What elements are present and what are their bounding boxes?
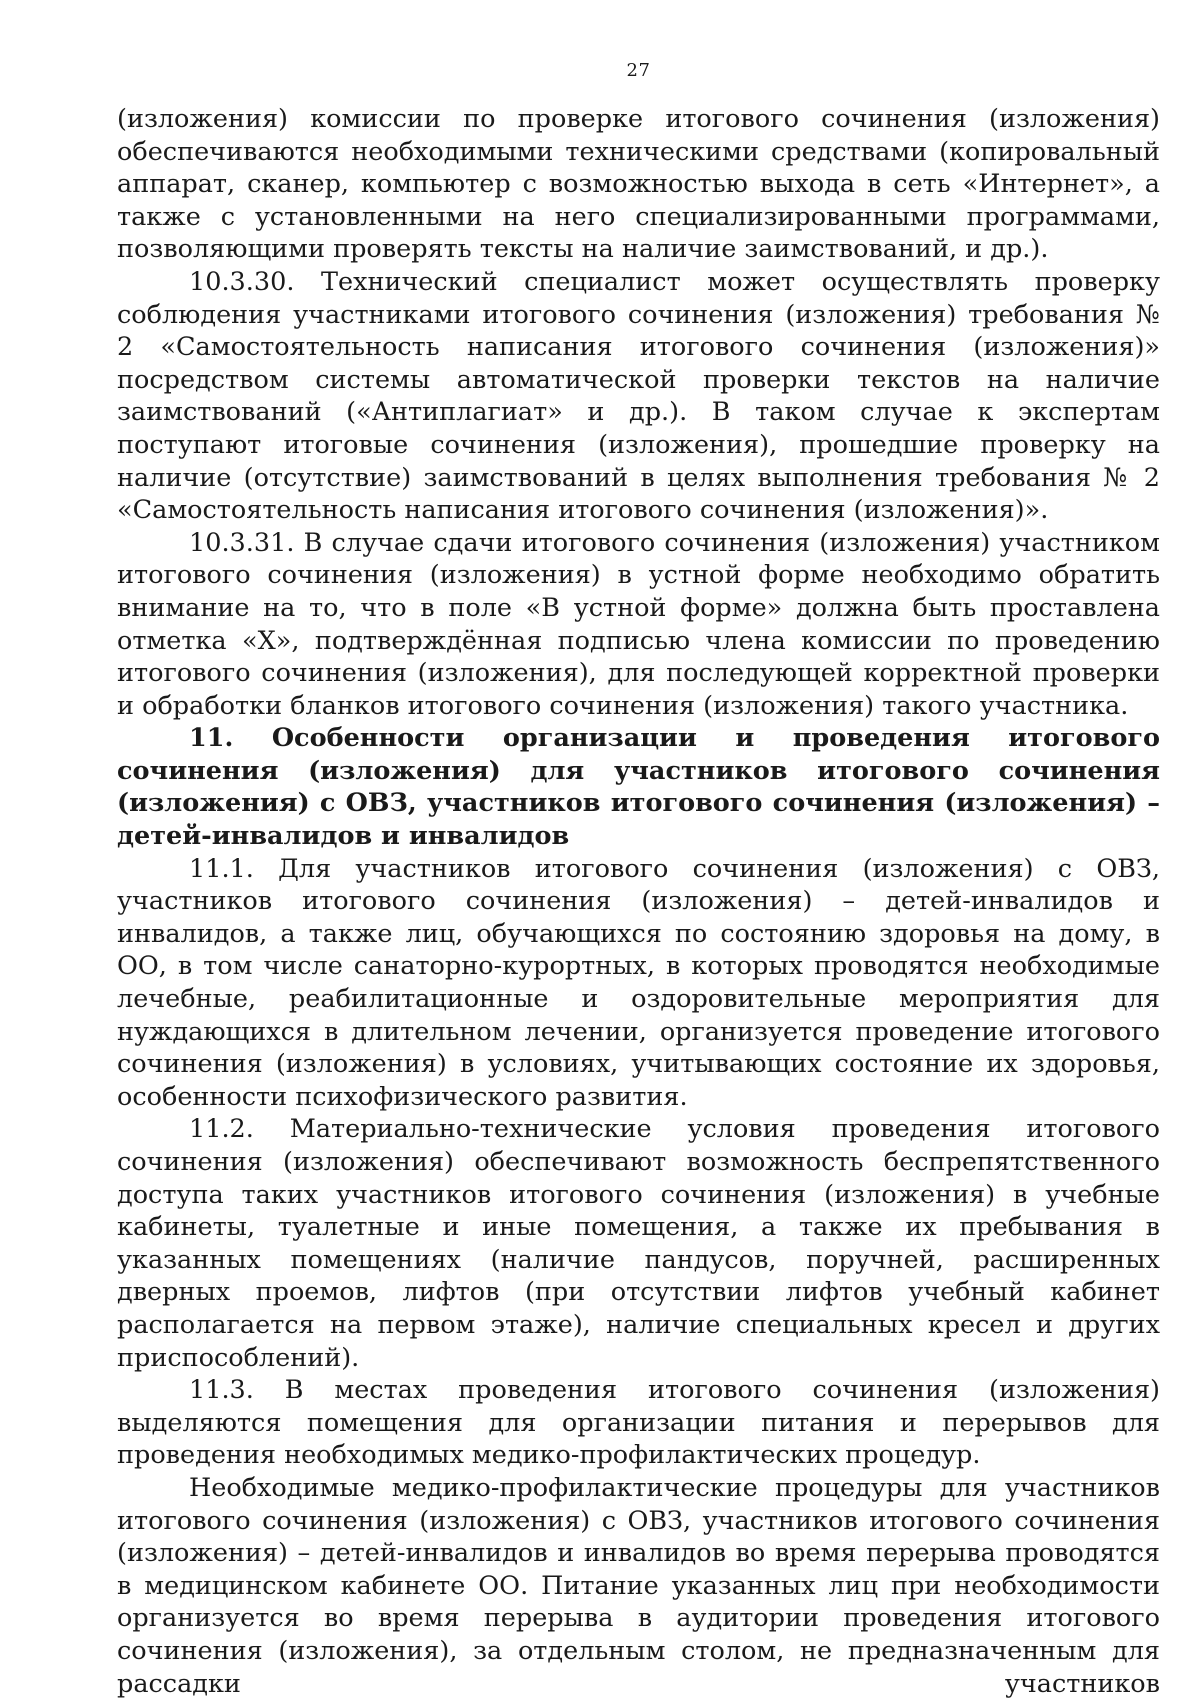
page-number: 27 [626,60,651,81]
paragraph-11-2: 11.2. Материально-технические условия проведения итогового сочинения (изложения) обеспечивают возможность беспрепятственного доступа таких участников итогового сочинения (изложения) в учебные кабинеты, туалетные и иные помещения, а также их пребывания в указанных помещениях (наличие пандусов, поручней, расширенных дверных проемов, лифтов (при отсутствии лифтов учебный кабинет располагается на первом этаже), наличие специальных кресел и других приспособлений). [117,1114,1160,1373]
paragraph-10-3-31: 10.3.31. В случае сдачи итогового сочинения (изложения) участником итогового сочинения (изложения) в устной форме необходимо обратить внимание на то, что в поле «В устной форме» должна быть проставлена отметка «Х», подтверждённая подписью члена комиссии по проведению итогового сочинения (изложения), для последующей корректной проверки и обработки бланков итогового сочинения (изложения) такого участника. [117,527,1160,721]
paragraph-10-3-30: 10.3.30. Технический специалист может осуществлять проверку соблюдения участниками итогового сочинения (изложения) требования № 2 «Самостоятельность написания итогового сочинения (изложения)» посредством системы автоматической проверки текстов на наличие заимствований («Антиплагиат» и др.). В таком случае к экспертам поступают итоговые сочинения (изложения), прошедшие проверку на наличие (отсутствие) заимствований в целях выполнения требования № 2 «Самостоятельность написания итогового сочинения (изложения)». [117,266,1160,526]
paragraph-11-3: 11.3. В местах проведения итогового сочинения (изложения) выделяются помещения для организации питания и перерывов для проведения необходимых медико-профилактических процедур. [117,1375,1160,1471]
paragraph-11-1: 11.1. Для участников итогового сочинения (изложения) с ОВЗ, участников итогового сочинения (изложения) – детей-инвалидов и инвалидов, а также лиц, обучающихся по состоянию здоровья на дому, в ОО, в том числе санаторно-курортных, в которых проводятся необходимые лечебные, реабилитационные и оздоровительные мероприятия для нуждающихся в длительном лечении, организуется проведение итогового сочинения (изложения) в условиях, учитывающих состояние их здоровья, особенности психофизического развития. [117,853,1160,1112]
document-body [117,103,1160,1700]
paragraph-continuation: (изложения) комиссии по проверке итогового сочинения (изложения) обеспечиваются необходимыми техническими средствами (копировальный аппарат, сканер, компьютер с возможностью выхода в сеть «Интернет», а также с установленными на него специализированными программами, позволяющими проверять тексты на наличие заимствований, и др.). [117,104,1160,265]
paragraph-medical-procedures: Необходимые медико-профилактические процедуры для участников итогового сочинения (изложения) с ОВЗ, участников итогового сочинения (изложения) – детей-инвалидов и инвалидов во время перерыва проводятся в медицинском кабинете ОО. Питание указанных лиц при необходимости организуется во время перерыва в аудитории проведения итогового сочинения (изложения), за отдельным столом, не предназначенным для рассадки участников [117,1472,1160,1699]
section-heading-11: 11. Особенности организации и проведения итогового сочинения (изложения) для участников итогового сочинения (изложения) с ОВЗ, участников итогового сочинения (изложения) – детей-инвалидов и инвалидов [117,723,1160,852]
document-page [117,60,1160,1700]
